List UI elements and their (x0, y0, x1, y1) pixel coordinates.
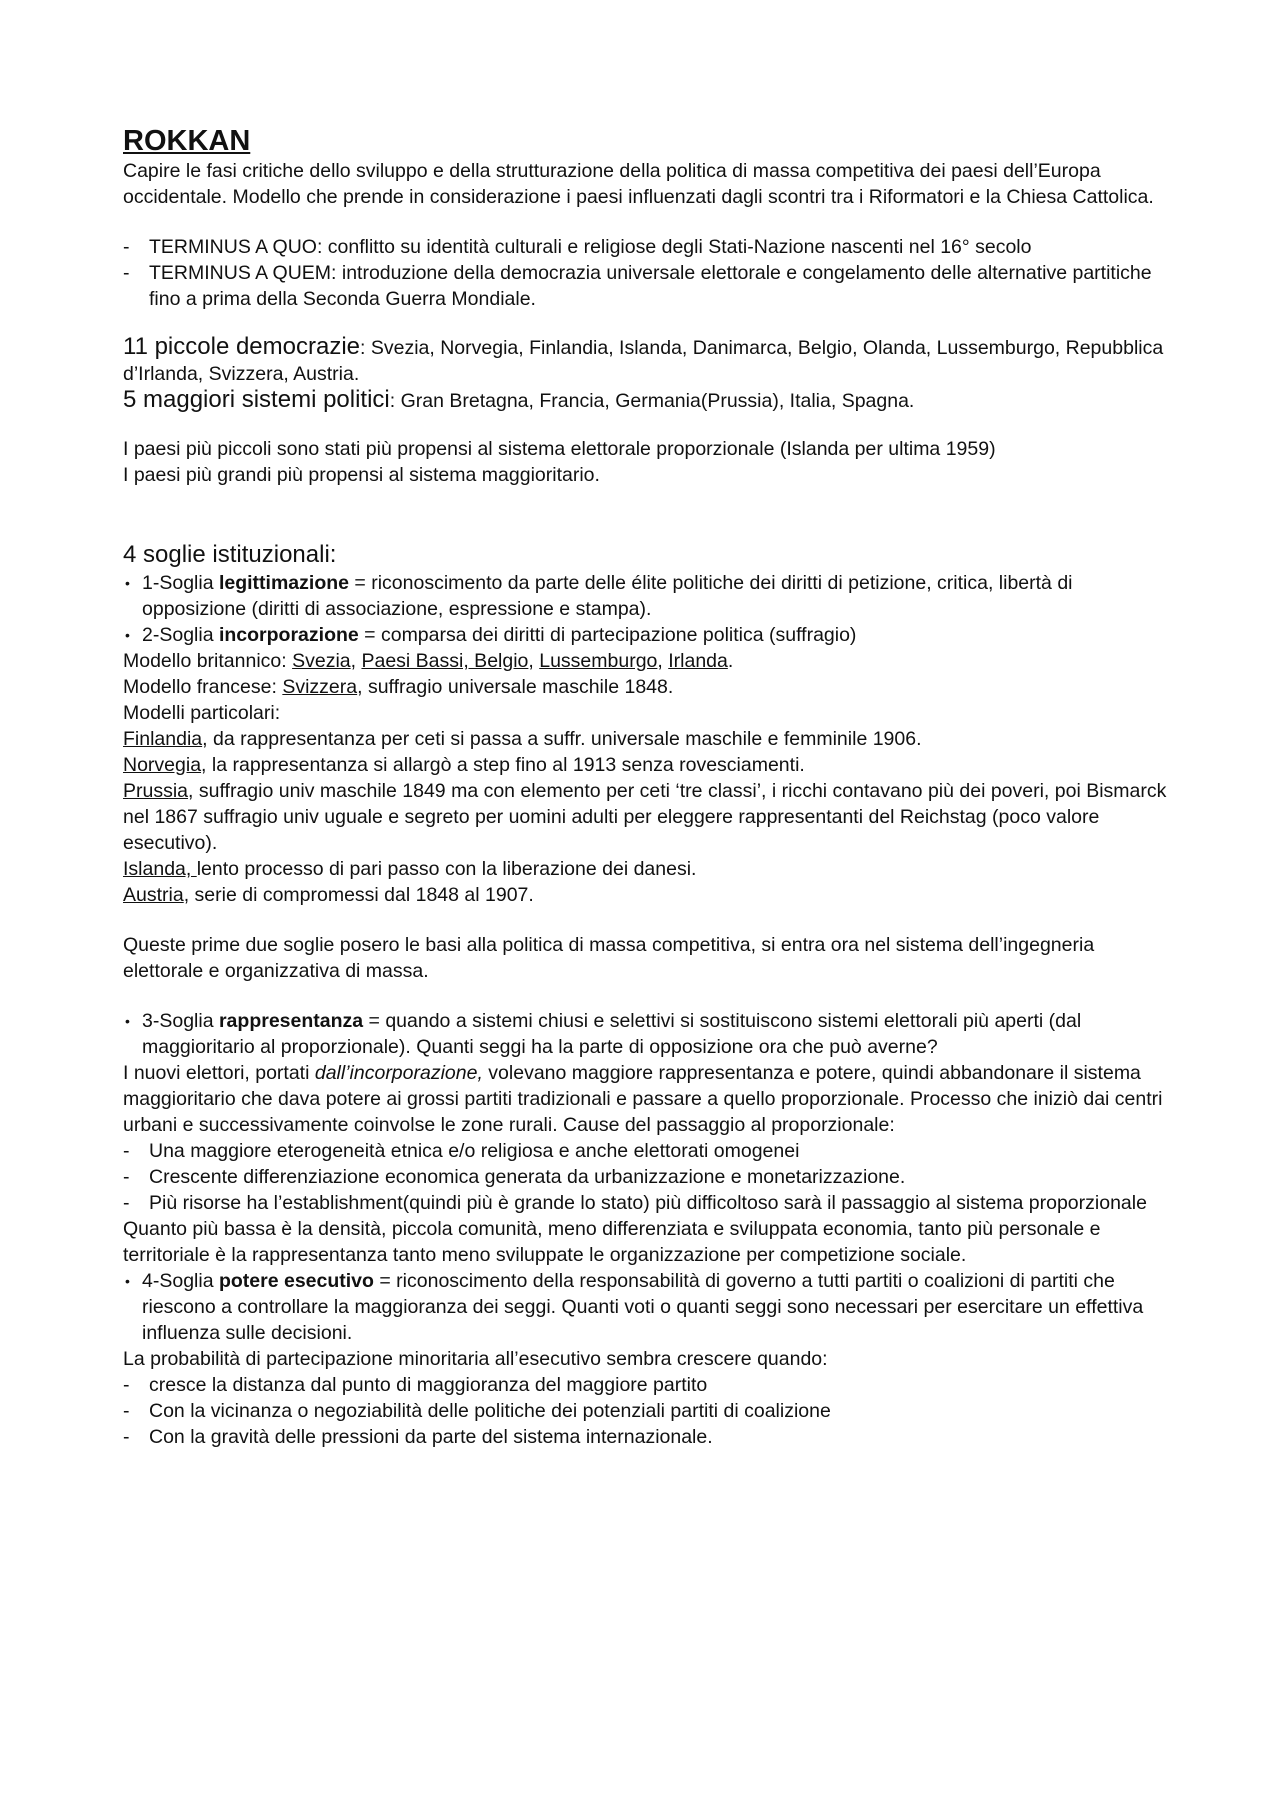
country-entry (123, 752, 1175, 778)
new-voters-text: volevano maggiore rappresentanza e potere, quindi abbandonare il sistema maggioritario che dava potere ai grossi partiti tradizionali e passare a quello proporzionale. Processo che iniziò dai centri urbani e successivamente coinvolse le zone rurali. Cause del passaggio al proporzionale: (123, 1062, 1163, 1136)
terminus-list (123, 234, 1175, 312)
country-name: Finlandia (123, 728, 203, 750)
period: . (727, 650, 734, 672)
country-name: Norvegia (123, 754, 202, 776)
spacer (123, 984, 1175, 1008)
list-item: - Più risorse ha l’establishment(quindi più è grande lo stato) più difficoltoso sarà il passaggio al sistema proporzionale (123, 1190, 1175, 1216)
list-item: - Con la vicinanza o negoziabilità delle politiche dei potenziali partiti di coalizione (123, 1398, 1175, 1424)
first-two-thresholds-paragraph: Queste prime due soglie posero le basi alla politica di massa competitiva, si entra ora nel sistema dell’ingegneria elettorale e organizzativa di massa. (123, 934, 1095, 982)
new-voters-italic: dall’incorporazione, (314, 1062, 483, 1084)
threshold-1 (123, 570, 1175, 622)
threshold-1-text: = riconoscimento da parte delle élite politiche dei diritti di petizione, critica, libertà di opposizione (diritti di associazione, espressione e stampa). (142, 572, 1073, 620)
document-page (123, 124, 1175, 1450)
probability-list (123, 1372, 1175, 1450)
probability-paragraph: La probabilità di partecipazione minoritaria all’esecutivo sembra crescere quando: (123, 1348, 828, 1370)
separator: , (657, 650, 669, 672)
country-text: , la rappresentanza si allargò a step fino al 1913 senza rovesciamenti. (201, 754, 805, 776)
spacer (123, 210, 1175, 234)
country-name: Austria (123, 884, 184, 906)
intro-paragraph: Capire le fasi critiche dello sviluppo e della strutturazione della politica di massa competitiva dei paesi dell’Europa occidentale. Modello che prende in considerazione i paesi influenzati dagli scontri tra i Riformatori e la Chiesa Cattolica. (123, 160, 1154, 208)
french-model-label: Modello francese: (123, 676, 283, 698)
country-link: Lussemburgo (539, 650, 658, 672)
spacer (123, 488, 1175, 540)
threshold-2-text: = comparsa dei diritti di partecipazione politica (suffragio) (358, 624, 857, 646)
spacer (123, 908, 1175, 932)
small-democracies-paragraph (123, 334, 1175, 387)
country-entry (123, 882, 1175, 908)
country-link: Irlanda (668, 650, 728, 672)
list-item: - Con la gravità delle pressioni da parte del sistema internazionale. (123, 1424, 1175, 1450)
threshold-2-term: incorporazione (218, 624, 359, 646)
list-item: - Crescente differenziazione economica generata da urbanizzazione e monetarizzazione. (123, 1164, 1175, 1190)
country-link: Paesi Bassi, Belgio (361, 650, 529, 672)
proportional-small-paragraph: I paesi più piccoli sono stati più propensi al sistema elettorale proporzionale (Islanda per ultima 1959) (123, 438, 996, 460)
particular-models-label: Modelli particolari: (123, 702, 281, 724)
british-model-line (123, 648, 1175, 674)
majoritarian-big-paragraph: I paesi più grandi più propensi al sistema maggioritario. (123, 464, 600, 486)
country-text: , suffragio univ maschile 1849 ma con elemento per ceti ‘tre classi’, i ricchi contavano più dei poveri, poi Bismarck nel 1867 suffragio univ uguale e segreto per uomini adulti per eleggere rappresentanti del Reichstag (poco valore esecutivo). (123, 780, 1167, 854)
list-item: - Una maggiore eterogeneità etnica e/o religiosa e anche elettorati omogenei (123, 1138, 1175, 1164)
threshold-3-prefix: 3-Soglia (142, 1010, 219, 1032)
major-systems-heading: 5 maggiori sistemi politici (123, 386, 390, 413)
country-link: Svezia (292, 650, 351, 672)
french-model-text: , suffragio universale maschile 1848. (357, 676, 674, 698)
french-model-line (123, 674, 1175, 700)
new-voters-prefix: I nuovi elettori, portati (123, 1062, 315, 1084)
country-entry (123, 856, 1175, 882)
page-title: ROKKAN (123, 125, 251, 157)
threshold-3-text: = quando a sistemi chiusi e selettivi si sostituiscono sistemi elettorali più aperti (dal maggioritario al proporzionale). Quanti seggi ha la parte di opposizione ora che può averne? (142, 1010, 1082, 1058)
separator: , (350, 650, 362, 672)
british-model-label: Modello britannico: (123, 650, 293, 672)
major-systems-paragraph (123, 387, 1175, 414)
country-name: Islanda, (123, 858, 197, 880)
country-text: , da rappresentanza per ceti si passa a suffr. universale maschile e femminile 1906. (202, 728, 922, 750)
threshold-1-term: legittimazione (218, 572, 349, 594)
spacer (123, 312, 1175, 334)
threshold-1-prefix: 1-Soglia (142, 572, 219, 594)
threshold-2 (123, 622, 1175, 648)
threshold-3-term: rappresentanza (218, 1010, 364, 1032)
country-text: , serie di compromessi dal 1848 al 1907. (183, 884, 534, 906)
list-item: - cresce la distanza dal punto di maggioranza del maggiore partito (123, 1372, 1175, 1398)
separator: , (528, 650, 540, 672)
threshold-3 (123, 1008, 1175, 1060)
country-link: Svizzera (282, 676, 358, 698)
country-text: lento processo di pari passo con la liberazione dei danesi. (196, 858, 697, 880)
thresholds-heading: 4 soglie istituzionali: (123, 541, 337, 568)
small-democracies-heading: 11 piccole democrazie (123, 333, 361, 360)
country-name: Prussia (123, 780, 189, 802)
threshold-4-prefix: 4-Soglia (142, 1270, 219, 1292)
density-paragraph: Quanto più bassa è la densità, piccola comunità, meno differenziata e sviluppata economia, tanto più personale e territoriale è la rappresentanza tanto meno sviluppate le organizzazione per competizione sociale. (123, 1218, 1101, 1266)
spacer (123, 414, 1175, 436)
country-entry (123, 778, 1175, 856)
threshold-4-term: potere esecutivo (218, 1270, 374, 1292)
country-entry (123, 726, 1175, 752)
threshold-2-prefix: 2-Soglia (142, 624, 219, 646)
threshold-4-text: = riconoscimento della responsabilità di governo a tutti partiti o coalizioni di partiti che riescono a controllare la maggioranza dei seggi. Quanti voti o quanti seggi sono necessari per esercitare un effettiva influenza sulle decisioni. (142, 1270, 1144, 1344)
threshold-4 (123, 1268, 1175, 1346)
causes-list (123, 1138, 1175, 1216)
list-item: - TERMINUS A QUO: conflitto su identità culturali e religiose degli Stati-Nazione nascenti nel 16° secolo (123, 234, 1175, 260)
major-systems-text: : Gran Bretagna, Francia, Germania(Prussia), Italia, Spagna. (389, 390, 915, 412)
new-voters-paragraph (123, 1060, 1175, 1138)
list-item: - TERMINUS A QUEM: introduzione della democrazia universale elettorale e congelamento delle alternative partitiche fino a prima della Seconda Guerra Mondiale. (123, 260, 1175, 312)
small-democracies-text: : Svezia, Norvegia, Finlandia, Islanda, Danimarca, Belgio, Olanda, Lussemburgo, Repubblica d’Irlanda, Svizzera, Austria. (123, 337, 1164, 385)
